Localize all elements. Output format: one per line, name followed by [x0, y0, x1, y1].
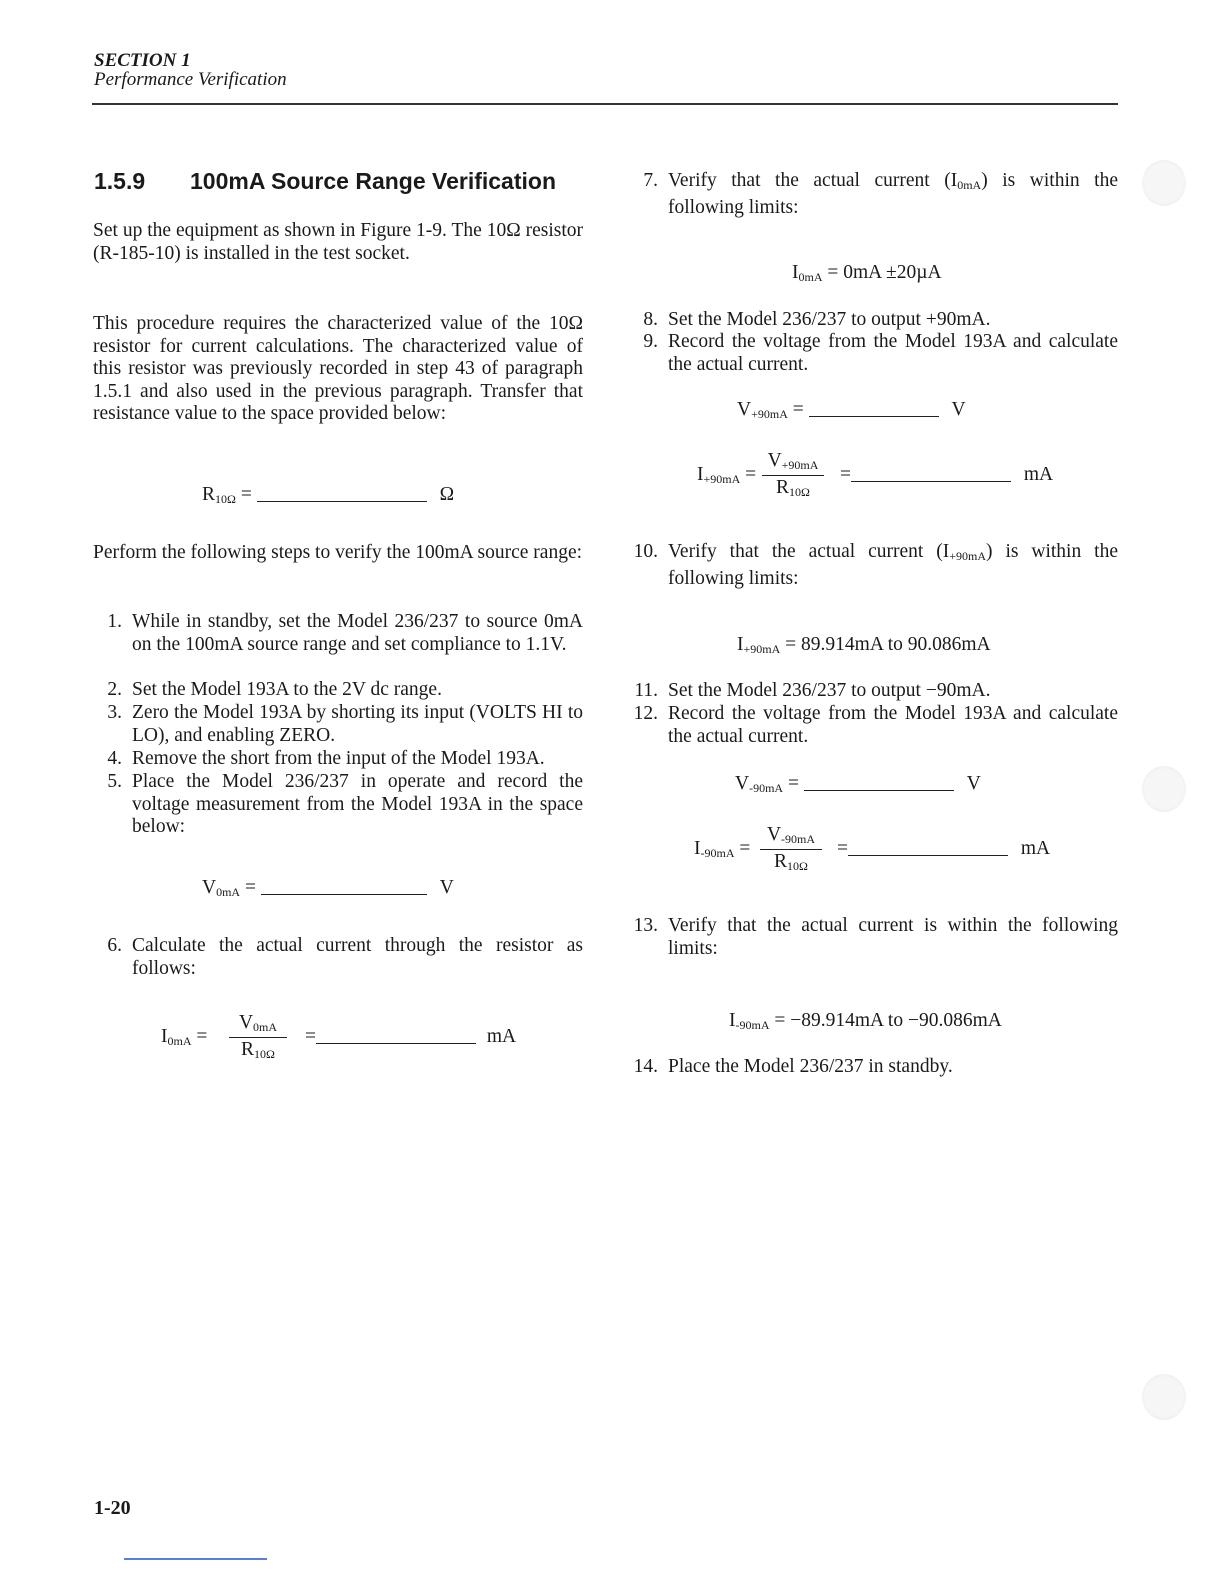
ip90-blank[interactable] — [851, 480, 1011, 482]
header-rule — [92, 103, 1118, 105]
v0ma-blank[interactable] — [261, 893, 427, 895]
limit-0ma: $I_{0mA} = 0mA \pm 20\mu A$ — [792, 262, 942, 284]
r10-blank[interactable] — [257, 500, 427, 502]
vm90-blank[interactable] — [804, 789, 954, 791]
i0ma-blank[interactable] — [316, 1042, 476, 1044]
heading-title: 100mA Source Range Verification — [190, 168, 557, 194]
ip90-fraction: $\frac{V_{+90mA}}{R_{10\Omega}}$ — [762, 450, 824, 500]
section-heading — [94, 168, 556, 195]
limit-m90ma: $I_{-90mA} = -89.914mA$ to −90.086mA — [729, 1010, 1002, 1032]
vm90-equation: $V_{-90mA} = V$ — [735, 773, 981, 795]
section-label: SECTION 1 — [94, 50, 191, 71]
vp90-blank[interactable] — [809, 415, 939, 417]
page-number: 1-20 — [94, 1497, 131, 1519]
section-subtitle: Performance Verification — [94, 69, 287, 90]
v0ma-equation: $V_{0mA} = V$ — [202, 877, 454, 899]
ip90-rhs: = mA — [840, 464, 1054, 485]
vp90-equation: $V_{+90mA} = V$ — [737, 399, 966, 421]
r10-equation: $R_{10\Omega} = \Omega$ — [202, 484, 455, 506]
limit-p90ma: $I_{+90mA} = 89.914mA$ to 90.086mA — [737, 634, 991, 656]
im90-rhs: = mA — [837, 838, 1051, 859]
binder-hole — [1142, 1374, 1186, 1420]
im90-lhs: $I_{-90mA}$ = — [694, 838, 751, 860]
footer-line — [124, 1558, 267, 1560]
steps-intro: Perform the following steps to verify the 100mA source range: — [93, 542, 583, 563]
i0ma-lhs: $I_{0mA}$ = — [161, 1026, 208, 1048]
binder-hole — [1142, 160, 1186, 206]
setup-paragraph: Set up the equipment as shown in Figure 1-9. The 10Ω resistor (R-185-10) is installed in the test socket. — [93, 220, 583, 264]
im90-blank[interactable] — [848, 854, 1008, 856]
i0ma-rhs: = mA — [305, 1026, 517, 1047]
im90-fraction: $\frac{V_{-90mA}}{R_{10\Omega}}$ — [760, 824, 822, 874]
binder-hole — [1142, 766, 1186, 812]
procedure-paragraph: This procedure requires the characterized value of the 10Ω resistor for current calculations. The characterized value of this resistor was previously recorded in step 43 of paragraph 1.5.1 and also used in the previous paragraph. Transfer that resistance value to the space provided below: — [93, 313, 583, 424]
i0ma-fraction: $\frac{V_{0mA}}{R_{10\Omega}}$ — [229, 1012, 287, 1062]
ip90-lhs: $I_{+90mA}$ = — [697, 464, 757, 486]
heading-number: 1.5.9 — [94, 168, 146, 194]
